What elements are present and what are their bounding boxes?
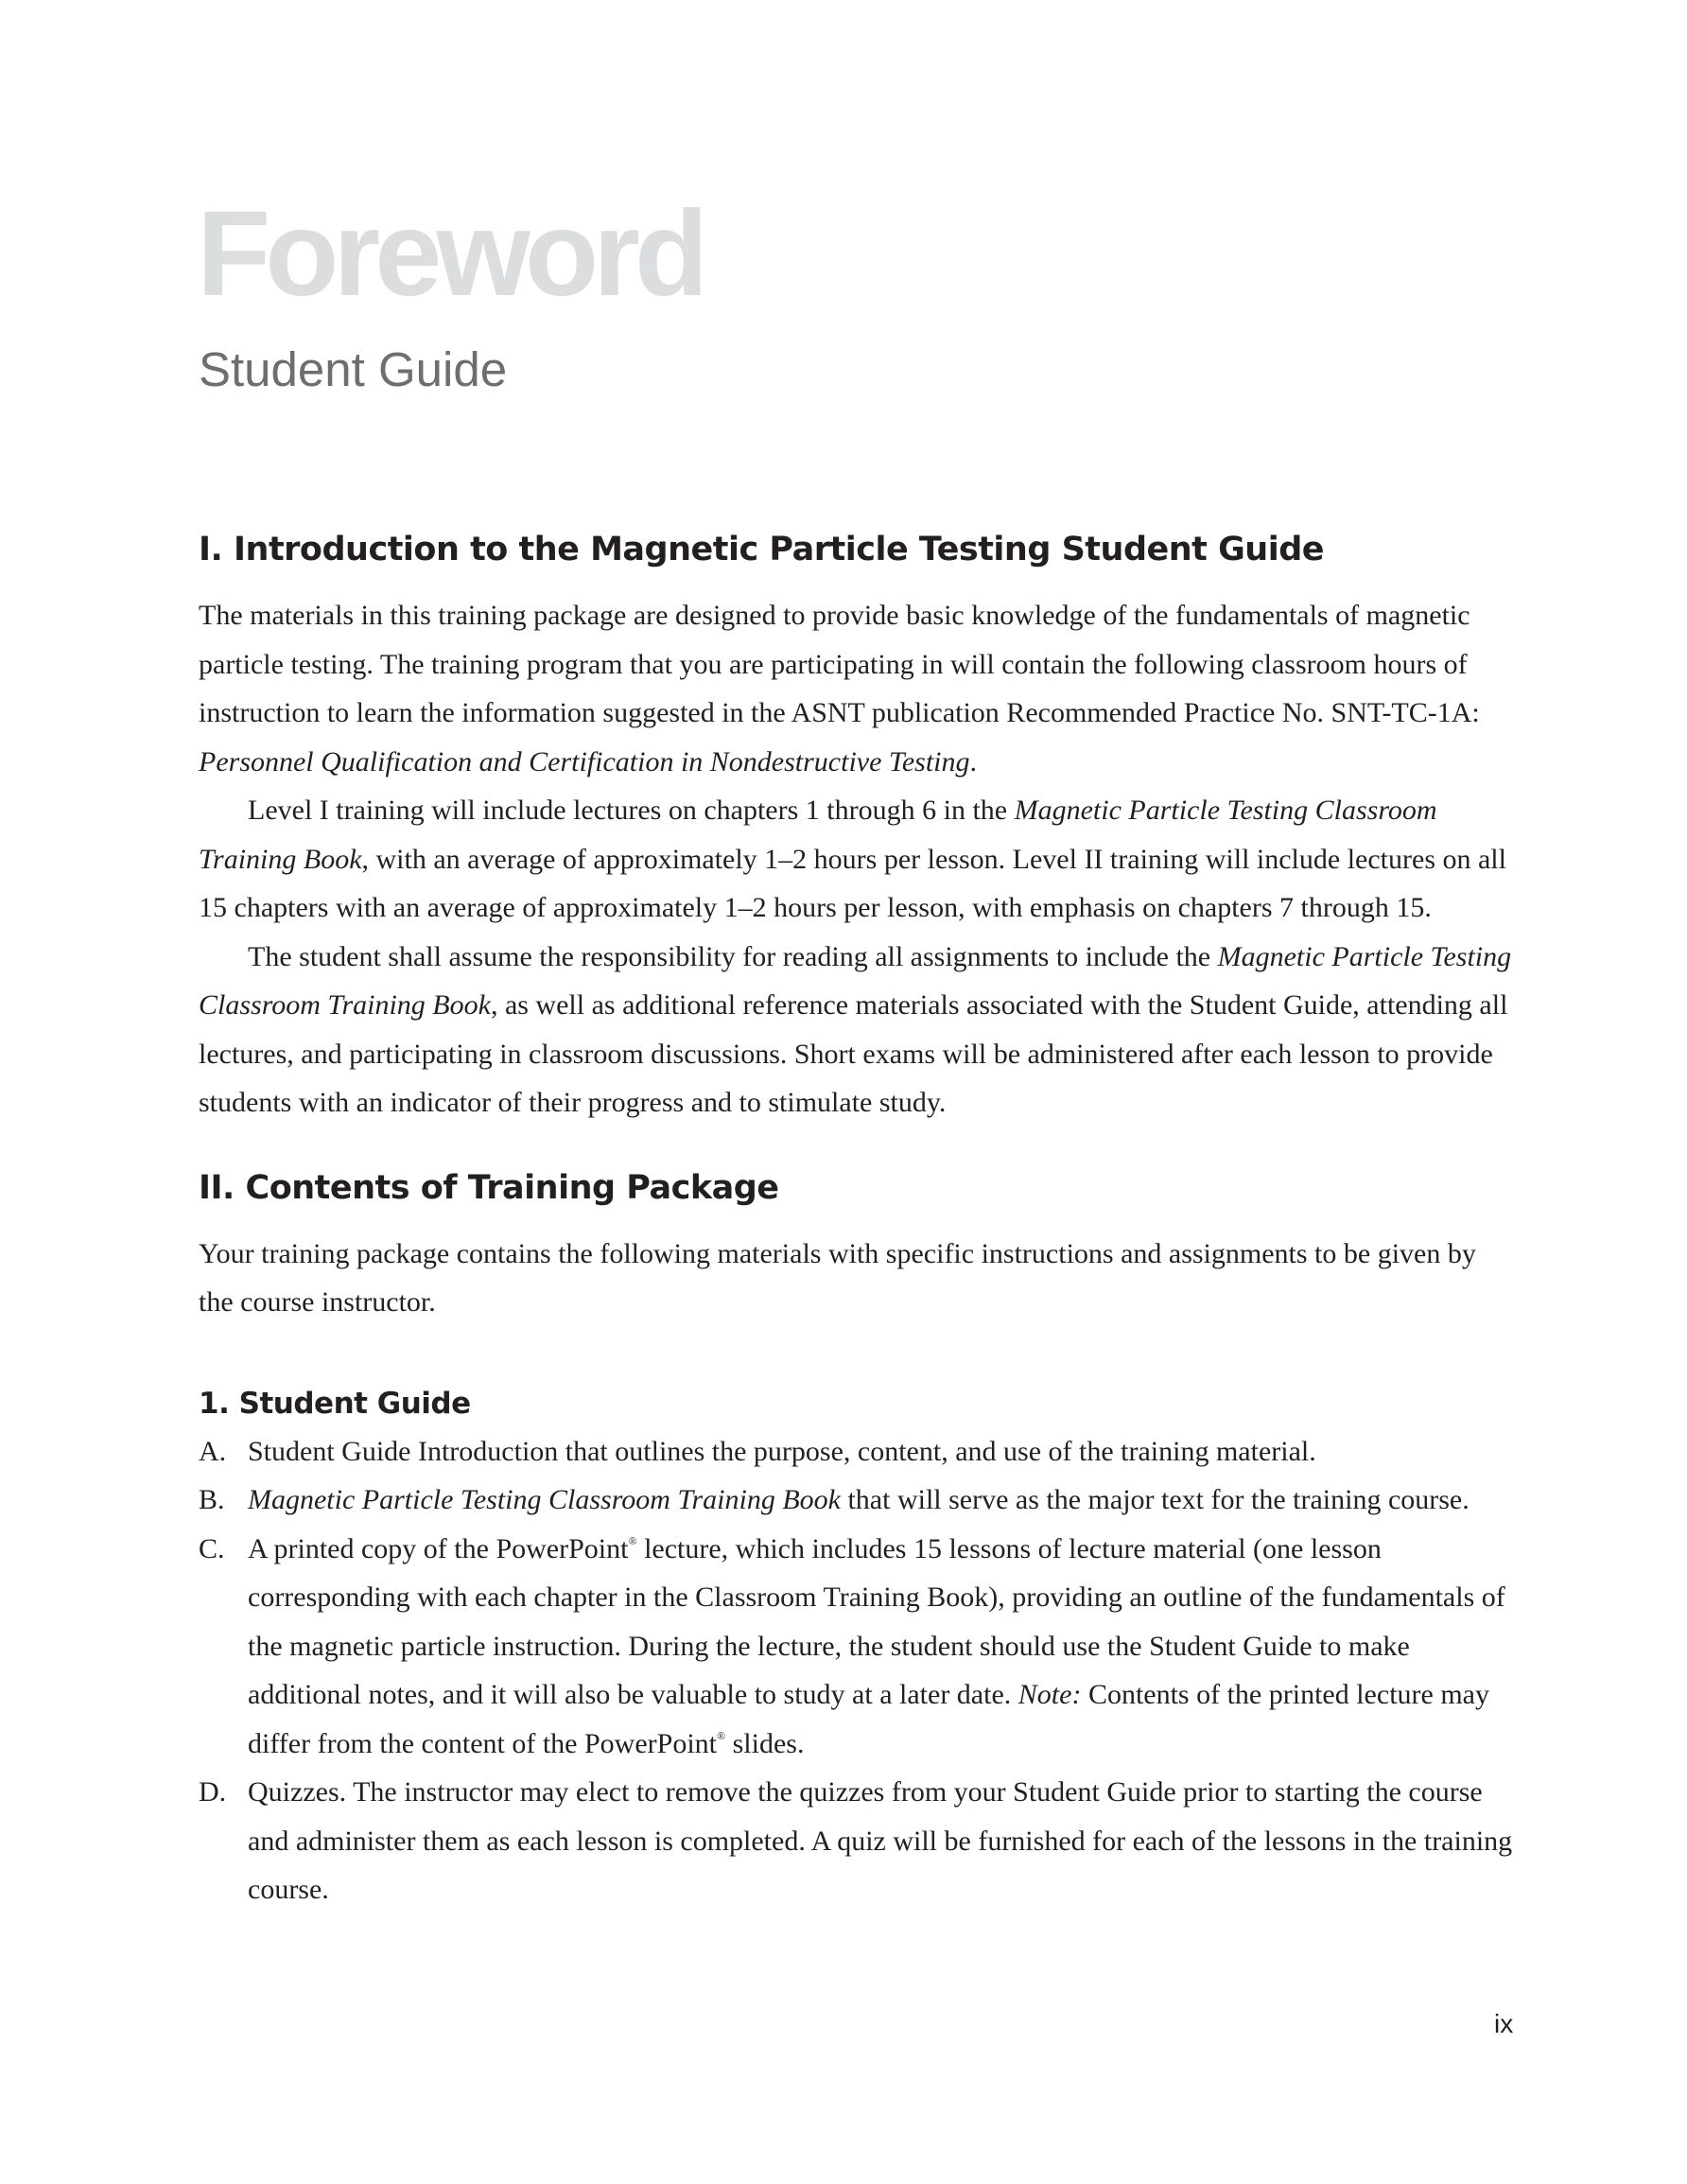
paragraph-text: Level I training will include lectures on chapters 1 through 6 in the	[248, 795, 1015, 826]
section-contents	[199, 1163, 1513, 1914]
list-item-text: A printed copy of the PowerPoint	[248, 1532, 629, 1564]
paragraph	[199, 591, 1513, 786]
list-item	[199, 1768, 1513, 1914]
publication-title: Personnel Qualification and Certification in Nondestructive Testing	[199, 745, 970, 778]
paragraph-text: The materials in this training package are designed to provide basic knowledge of the fundamentals of magnetic particle testing. The training program that you are participating in will contain the following classroom hours of instruction to learn the information suggested in the ASNT publication Recommended Practice No. SNT-TC-1A:	[199, 600, 1480, 728]
registered-mark: ®	[628, 1533, 637, 1547]
list-item-text: lecture, which includes 15 lessons of lecture material (one lesson corresponding with each chapter in the Classroom Training Book), providing an outline of the fundamentals of the magnetic particle instruction. During the lecture, the student should use the Student Guide to make additional notes, and it will also be valuable to study at a later date.	[248, 1532, 1505, 1710]
list-marker: D.	[199, 1776, 227, 1808]
list-item	[199, 1427, 1513, 1476]
paragraph: Your training package contains the following materials with specific instructions and assignments to be given by the course instructor.	[199, 1237, 1476, 1318]
materials-list	[199, 1427, 1513, 1914]
list-item-text: slides.	[725, 1727, 805, 1759]
registered-mark: ®	[717, 1728, 726, 1742]
main-content	[199, 525, 1513, 1914]
list-item-text: Student Guide Introduction that outlines the purpose, content, and use of the training material.	[248, 1435, 1316, 1467]
list-item-text: Quizzes. The instructor may elect to remove the quizzes from your Student Guide prior to starting the course and administer them as each lesson is completed. A quiz will be furnished for each of the lessons in the training course.	[248, 1776, 1513, 1905]
page-title: Foreword	[197, 186, 704, 322]
book-title: Magnetic Particle Testing Classroom Training Book	[199, 795, 1437, 875]
page-number: ix	[1494, 2009, 1514, 2038]
list-marker: B.	[199, 1484, 225, 1515]
note-label: Note:	[1017, 1679, 1082, 1710]
list-item-text: that will serve as the major text for the training course.	[840, 1484, 1470, 1515]
section-heading: I. Introduction to the Magnetic Particle Testing Student Guide	[199, 531, 1325, 568]
section-heading: II. Contents of Training Package	[199, 1168, 779, 1207]
paragraph-text: The student shall assume the responsibility for reading all assignments to include the	[248, 940, 1218, 972]
section-introduction	[199, 525, 1513, 1127]
list-marker: A.	[199, 1435, 227, 1467]
list-marker: C.	[199, 1532, 225, 1564]
list-item	[199, 1525, 1513, 1769]
subsection-heading: 1. Student Guide	[199, 1386, 471, 1421]
paragraph-text: , with an average of approximately 1–2 hours per lesson. Level II training will include lectures on all 15 chapters with an average of approximately 1–2 hours per lesson, with emphasis on chapters 7 through 15.	[199, 843, 1506, 923]
paragraph-text: .	[969, 745, 978, 778]
page-subtitle: Student Guide	[199, 342, 508, 396]
paragraph-text: , as well as additional reference materials associated with the Student Guide, attending all lectures, and participating in classroom discussions. Short exams will be administered after each lesson to provide students with an indicator of their progress and to stimulate study.	[199, 989, 1508, 1118]
list-item-text: Contents of the printed lecture may differ from the content of the PowerPoint	[248, 1679, 1489, 1759]
paragraph	[199, 933, 1513, 1127]
paragraph	[199, 786, 1513, 933]
book-title: Magnetic Particle Testing Classroom Training Book	[248, 1484, 841, 1515]
list-item	[199, 1476, 1513, 1525]
book-title: Magnetic Particle Testing Classroom Training Book	[199, 940, 1512, 1021]
